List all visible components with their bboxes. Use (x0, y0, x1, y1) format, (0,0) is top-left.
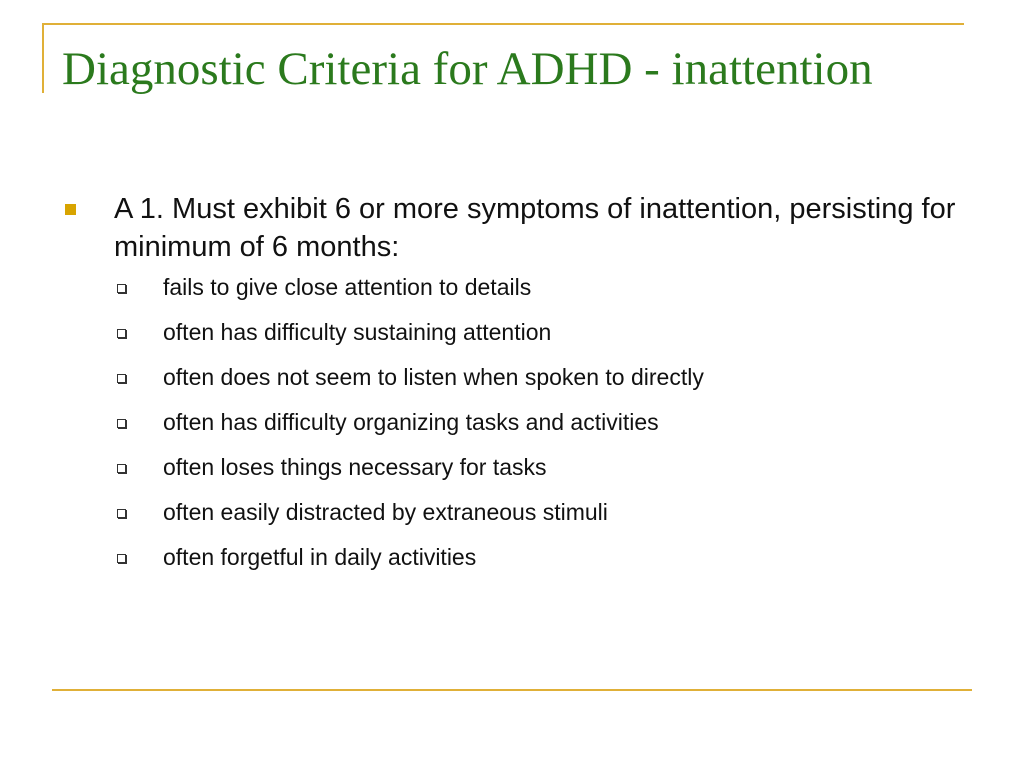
decorative-left-border (42, 23, 44, 93)
main-bullet-point (62, 190, 962, 266)
symptom-text: often forgetful in daily activities (163, 544, 477, 570)
hollow-square-bullet-icon (117, 464, 126, 473)
symptom-text: often has difficulty organizing tasks and activities (163, 409, 659, 435)
hollow-square-bullet-icon (117, 329, 126, 338)
symptom-text: fails to give close attention to details (163, 274, 532, 300)
symptom-text: often loses things necessary for tasks (163, 454, 547, 480)
symptom-item (62, 406, 962, 439)
symptom-item (62, 496, 962, 529)
symptom-text: often easily distracted by extraneous stimuli (163, 499, 608, 525)
hollow-square-bullet-icon (117, 554, 126, 563)
slide-content (62, 190, 962, 586)
hollow-square-bullet-icon (117, 419, 126, 428)
symptom-text: often does not seem to listen when spoken to directly (163, 364, 704, 390)
hollow-square-bullet-icon (117, 374, 126, 383)
decorative-bottom-rule (52, 689, 972, 691)
square-bullet-icon (65, 204, 76, 215)
symptom-item (62, 361, 962, 394)
symptom-text: often has difficulty sustaining attention (163, 319, 552, 345)
hollow-square-bullet-icon (117, 284, 126, 293)
symptom-item (62, 451, 962, 484)
symptom-item (62, 271, 962, 304)
decorative-top-border (42, 23, 964, 25)
hollow-square-bullet-icon (117, 509, 126, 518)
main-bullet-text: A 1. Must exhibit 6 or more symptoms of inattention, persisting for minimum of 6 months: (114, 193, 956, 263)
symptom-list (62, 271, 962, 574)
symptom-item (62, 316, 962, 349)
slide-title: Diagnostic Criteria for ADHD - inattention (62, 43, 873, 95)
symptom-item (62, 541, 962, 574)
